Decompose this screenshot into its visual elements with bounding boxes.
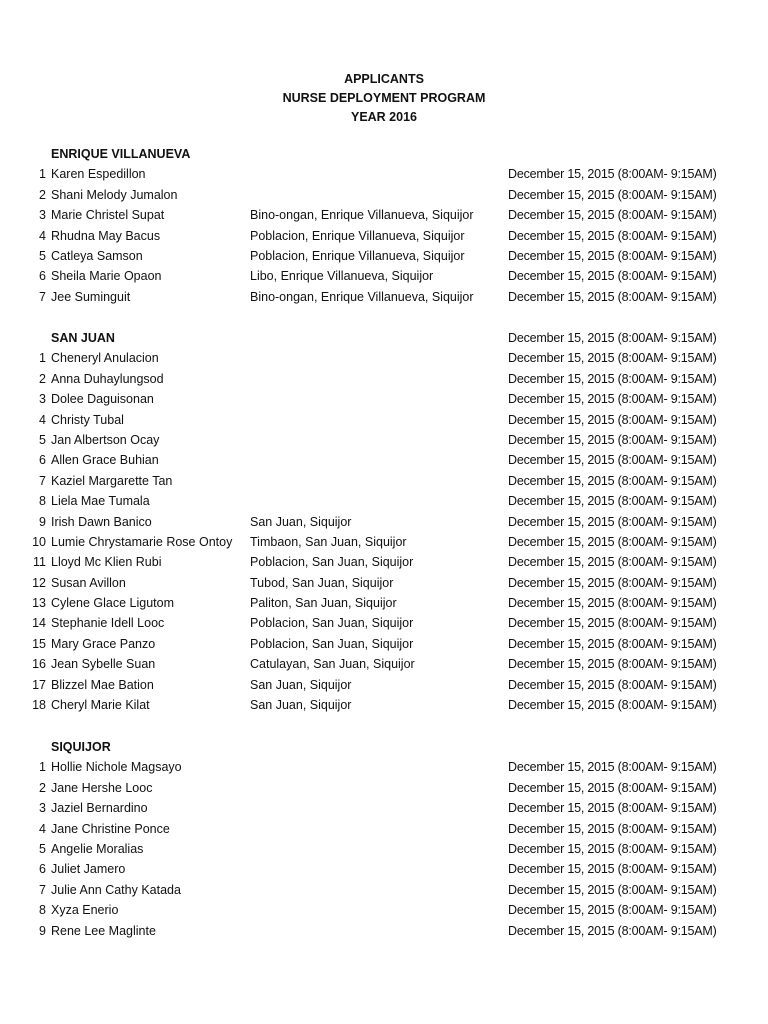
applicant-name: Liela Mae Tumala [51,494,150,509]
applicant-name: Cheneryl Anulacion [51,351,159,366]
applicant-number: 3 [39,392,46,407]
applicant-row [0,389,768,409]
document-header [0,70,768,127]
schedule-date: December 15, 2015 (8:00AM- 9:15AM) [508,453,717,468]
applicant-row [0,757,768,777]
applicant-name: Jaziel Bernardino [51,801,148,816]
applicant-list [0,164,768,307]
schedule-date: December 15, 2015 (8:00AM- 9:15AM) [508,657,717,672]
schedule-date: December 15, 2015 (8:00AM- 9:15AM) [508,534,717,549]
applicant-number: 5 [39,841,46,856]
applicant-number: 3 [39,801,46,816]
applicant-row [0,573,768,593]
applicant-name: Sheila Marie Opaon [51,269,162,284]
applicant-name: Rene Lee Maglinte [51,923,156,938]
applicant-name: Angelie Moralias [51,841,144,856]
applicant-list [0,757,768,941]
applicant-row [0,819,768,839]
applicant-row [0,798,768,818]
applicant-number: 7 [39,882,46,897]
schedule-date: December 15, 2015 (8:00AM- 9:15AM) [508,228,717,243]
schedule-date: December 15, 2015 (8:00AM- 9:15AM) [508,821,717,836]
applicant-number: 12 [32,575,46,590]
applicant-name: Allen Grace Buhian [51,453,159,468]
applicant-number: 1 [39,760,46,775]
applicant-row [0,921,768,941]
schedule-date: December 15, 2015 (8:00AM- 9:15AM) [508,269,717,284]
applicant-number: 3 [39,208,46,223]
applicant-address: Timbaon, San Juan, Siquijor [250,534,407,549]
applicant-address: San Juan, Siquijor [250,677,352,692]
applicant-row [0,205,768,225]
applicant-address: Poblacion, San Juan, Siquijor [250,636,414,651]
applicant-number: 1 [39,167,46,182]
schedule-date: December 15, 2015 (8:00AM- 9:15AM) [508,473,717,488]
applicant-number: 10 [32,534,46,549]
applicant-address: Bino-ongan, Enrique Villanueva, Siquijor [250,208,474,223]
applicant-name: Cheryl Marie Kilat [51,698,150,713]
schedule-date: December 15, 2015 (8:00AM- 9:15AM) [508,882,717,897]
document-title: APPLICANTS [344,72,424,86]
applicant-name: Lumie Chrystamarie Rose Ontoy [51,534,233,549]
program-name: NURSE DEPLOYMENT PROGRAM [282,91,486,105]
applicant-number: 8 [39,903,46,918]
applicant-name: Dolee Daguisonan [51,392,154,407]
section-title: SIQUIJOR [51,740,111,754]
applicant-name: Cylene Glace Ligutom [51,596,174,611]
schedule-date: December 15, 2015 (8:00AM- 9:15AM) [508,432,717,447]
applicant-number: 2 [39,780,46,795]
applicant-number: 11 [33,555,46,570]
schedule-date: December 15, 2015 (8:00AM- 9:15AM) [508,575,717,590]
applicant-number: 7 [39,473,46,488]
applicant-address: Poblacion, San Juan, Siquijor [250,555,414,570]
applicant-number: 8 [39,494,46,509]
applicant-name: Christy Tubal [51,412,124,427]
applicant-number: 6 [39,269,46,284]
schedule-date: December 15, 2015 (8:00AM- 9:15AM) [508,760,717,775]
applicant-address: Poblacion, Enrique Villanueva, Siquijor [250,228,465,243]
applicant-address: Poblacion, Enrique Villanueva, Siquijor [250,248,465,263]
applicant-address: Tubod, San Juan, Siquijor [250,575,394,590]
schedule-date: December 15, 2015 (8:00AM- 9:15AM) [508,677,717,692]
applicant-address: San Juan, Siquijor [250,698,352,713]
applicant-number: 9 [39,514,46,529]
applicant-name: Stephanie Idell Looc [51,616,165,631]
applicant-number: 15 [32,636,46,651]
schedule-date: December 15, 2015 (8:00AM- 9:15AM) [508,514,717,529]
applicant-name: Jee Suminguit [51,289,131,304]
applicant-row [0,654,768,674]
applicant-name: Jean Sybelle Suan [51,657,156,672]
section-title: ENRIQUE VILLANUEVA [51,147,191,161]
applicant-row [0,491,768,511]
applicant-row [0,613,768,633]
applicant-name: Rhudna May Bacus [51,228,161,243]
schedule-date: December 15, 2015 (8:00AM- 9:15AM) [508,698,717,713]
schedule-date: December 15, 2015 (8:00AM- 9:15AM) [508,289,717,304]
applicant-name: Kaziel Margarette Tan [51,473,173,488]
applicant-number: 9 [39,923,46,938]
schedule-date: December 15, 2015 (8:00AM- 9:15AM) [508,494,717,509]
schedule-date: December 15, 2015 (8:00AM- 9:15AM) [508,351,717,366]
applicant-number: 2 [39,187,46,202]
applicant-number: 4 [39,412,46,427]
applicant-name: Anna Duhaylungsod [51,371,164,386]
applicant-row [0,226,768,246]
applicant-name: Jan Albertson Ocay [51,432,160,447]
applicant-number: 13 [32,596,46,611]
schedule-date: December 15, 2015 (8:00AM- 9:15AM) [508,862,717,877]
schedule-date: December 15, 2015 (8:00AM- 9:15AM) [508,780,717,795]
applicant-row [0,430,768,450]
applicant-number: 5 [39,432,46,447]
applicant-row [0,880,768,900]
applicant-row [0,839,768,859]
applicant-name: Susan Avillon [51,575,126,590]
program-year: YEAR 2016 [350,110,417,124]
schedule-date: December 15, 2015 (8:00AM- 9:15AM) [508,841,717,856]
schedule-date: December 15, 2015 (8:00AM- 9:15AM) [508,801,717,816]
applicant-name: Blizzel Mae Bation [51,677,154,692]
schedule-date: December 15, 2015 (8:00AM- 9:15AM) [508,167,717,182]
schedule-date: December 15, 2015 (8:00AM- 9:15AM) [508,248,717,263]
applicant-number: 5 [39,248,46,263]
applicant-name: Shani Melody Jumalon [51,187,178,202]
applicant-number: 17 [32,677,46,692]
applicant-name: Catleya Samson [51,248,143,263]
applicant-row [0,778,768,798]
applicant-row [0,634,768,654]
applicant-row [0,185,768,205]
applicant-row [0,532,768,552]
applicant-name: Lloyd Mc Klien Rubi [51,555,162,570]
applicant-row [0,348,768,368]
section-title: SAN JUAN [51,331,115,345]
applicant-row [0,552,768,572]
applicant-row [0,900,768,920]
applicant-address: Bino-ongan, Enrique Villanueva, Siquijor [250,289,474,304]
applicant-number: 7 [39,289,46,304]
applicant-number: 4 [39,228,46,243]
applicant-name: Juliet Jamero [51,862,126,877]
applicant-number: 14 [32,616,46,631]
schedule-date: December 15, 2015 (8:00AM- 9:15AM) [508,555,717,570]
applicant-address: Libo, Enrique Villanueva, Siquijor [250,269,434,284]
applicant-address: San Juan, Siquijor [250,514,352,529]
applicant-row [0,859,768,879]
applicant-row [0,246,768,266]
applicant-row [0,287,768,307]
schedule-date: December 15, 2015 (8:00AM- 9:15AM) [508,903,717,918]
schedule-date: December 15, 2015 (8:00AM- 9:15AM) [508,596,717,611]
applicant-row [0,369,768,389]
applicant-row [0,512,768,532]
applicant-name: Karen Espedillon [51,167,146,182]
applicant-name: Marie Christel Supat [51,208,165,223]
schedule-date: December 15, 2015 (8:00AM- 9:15AM) [508,371,717,386]
schedule-date: December 15, 2015 (8:00AM- 9:15AM) [508,392,717,407]
schedule-date: December 15, 2015 (8:00AM- 9:15AM) [508,208,717,223]
applicant-number: 16 [32,657,46,672]
applicant-name: Mary Grace Panzo [51,636,156,651]
applicant-row [0,164,768,184]
schedule-date: December 15, 2015 (8:00AM- 9:15AM) [508,412,717,427]
applicant-row [0,593,768,613]
applicant-address: Paliton, San Juan, Siquijor [250,596,397,611]
applicant-number: 6 [39,862,46,877]
applicant-row [0,266,768,286]
schedule-date: December 15, 2015 (8:00AM- 9:15AM) [508,636,717,651]
schedule-date: December 15, 2015 (8:00AM- 9:15AM) [508,923,717,938]
applicant-row [0,410,768,430]
applicant-name: Hollie Nichole Magsayo [51,760,182,775]
applicant-row [0,471,768,491]
schedule-date: December 15, 2015 (8:00AM- 9:15AM) [508,187,717,202]
applicant-row [0,450,768,470]
applicant-name: Julie Ann Cathy Katada [51,882,181,897]
applicant-name: Jane Hershe Looc [51,780,153,795]
applicant-row [0,695,768,715]
applicant-address: Poblacion, San Juan, Siquijor [250,616,414,631]
applicant-number: 4 [39,821,46,836]
applicant-number: 6 [39,453,46,468]
applicant-number: 1 [39,351,46,366]
applicant-number: 18 [32,698,46,713]
section-date: December 15, 2015 (8:00AM- 9:15AM) [508,331,717,345]
applicant-number: 2 [39,371,46,386]
applicant-name: Xyza Enerio [51,903,119,918]
applicant-address: Catulayan, San Juan, Siquijor [250,657,415,672]
applicant-row [0,675,768,695]
schedule-date: December 15, 2015 (8:00AM- 9:15AM) [508,616,717,631]
applicant-name: Jane Christine Ponce [51,821,170,836]
applicant-list [0,348,768,715]
applicant-name: Irish Dawn Banico [51,514,152,529]
